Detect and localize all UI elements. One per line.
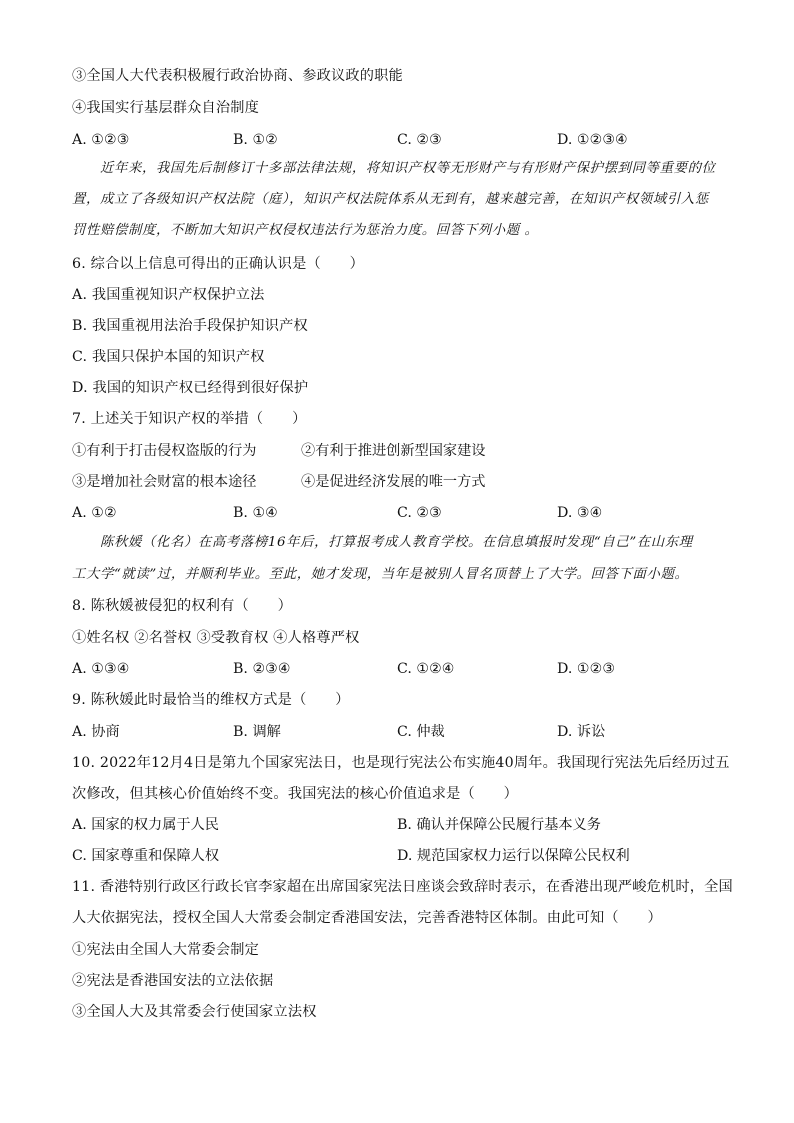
q7-option-a[interactable]: A. ①② <box>72 505 117 521</box>
q8-items: ①姓名权 ②名誉权 ③受教育权 ④人格尊严权 <box>72 630 360 646</box>
q11-item-1: ①宪法由全国人大常委会制定 <box>72 942 260 958</box>
q7-item-4: ④是促进经济发展的唯一方式 <box>301 474 486 490</box>
passage-2-line-2: 工大学“就读”过，并顺利毕业。至此，她才发现，当年是被别人冒名顶替上了大学。回答下面小题。 <box>72 567 689 582</box>
q10-option-b[interactable]: B. 确认并保障公民履行基本义务 <box>397 817 601 833</box>
q8-option-c[interactable]: C. ①②④ <box>397 661 455 677</box>
q8-option-b[interactable]: B. ②③④ <box>233 661 291 677</box>
q11-item-3: ③全国人大及其常委会行使国家立法权 <box>72 1004 317 1020</box>
q7-option-b[interactable]: B. ①④ <box>233 505 278 521</box>
q6-stem: 6. 综合以上信息可得出的正确认识是（ ） <box>72 256 365 272</box>
q5-item-3: ③全国人大代表积极履行政治协商、参政议政的职能 <box>72 68 403 84</box>
q10-option-d[interactable]: D. 规范国家权力运行以保障公民权利 <box>397 848 630 864</box>
q7-option-d[interactable]: D. ③④ <box>557 505 603 521</box>
q5-option-d[interactable]: D. ①②③④ <box>557 132 628 148</box>
q9-option-a[interactable]: A. 协商 <box>72 724 120 740</box>
q8-option-a[interactable]: A. ①③④ <box>72 661 130 677</box>
q7-stem: 7. 上述关于知识产权的举措（ ） <box>72 411 307 427</box>
q7-item-3: ③是增加社会财富的根本途径 <box>72 474 257 490</box>
passage-1-line-3: 罚性赔偿制度，不断加大知识产权侵权违法行为惩治力度。回答下列小题 。 <box>72 223 539 238</box>
q11-stem-line-2: 人大依据宪法，授权全国人大常委会制定香港国安法，完善香港特区体制。由此可知（ ） <box>72 910 662 926</box>
q11-stem-line-1: 11. 香港特别行政区行政长官李家超在出席国家宪法日座谈会致辞时表示，在香港出现严峻危机时，全国 <box>72 879 733 895</box>
q9-stem: 9. 陈秋媛此时最恰当的维权方式是（ ） <box>72 692 350 708</box>
q6-option-c[interactable]: C. 我国只保护本国的知识产权 <box>72 349 265 365</box>
q5-item-4: ④我国实行基层群众自治制度 <box>72 100 260 116</box>
q11-item-2: ②宪法是香港国安法的立法依据 <box>72 973 274 989</box>
passage-2-line-1: 陈秋媛（化名）在高考落榜16年后，打算报考成人教育学校。在信息填报时发现“自己”在山东理 <box>100 535 693 550</box>
q5-option-b[interactable]: B. ①② <box>233 132 278 148</box>
q8-option-d[interactable]: D. ①②③ <box>557 661 616 677</box>
q10-option-a[interactable]: A. 国家的权力属于人民 <box>72 817 219 833</box>
q5-option-c[interactable]: C. ②③ <box>397 132 442 148</box>
q9-option-b[interactable]: B. 调解 <box>233 724 281 740</box>
q10-option-c[interactable]: C. 国家尊重和保障人权 <box>72 848 220 864</box>
q9-option-c[interactable]: C. 仲裁 <box>397 724 445 740</box>
q6-option-b[interactable]: B. 我国重视用法治手段保护知识产权 <box>72 318 308 334</box>
q10-stem-line-2: 次修改，但其核心价值始终不变。我国宪法的核心价值追求是（ ） <box>72 786 519 802</box>
q6-option-a[interactable]: A. 我国重视知识产权保护立法 <box>72 287 265 303</box>
passage-1-line-2: 置，成立了各级知识产权法院（庭），知识产权法院体系从无到有，越来越完善，在知识产权领域引入惩 <box>72 192 709 207</box>
q6-option-d[interactable]: D. 我国的知识产权已经得到很好保护 <box>72 380 309 396</box>
q7-item-1: ①有利于打击侵权盗版的行为 <box>72 443 257 459</box>
passage-1-line-1: 近年来，我国先后制修订十多部法律法规，将知识产权等无形财产与有形财产保护摆到同等重要的位 <box>100 161 716 176</box>
q8-stem: 8. 陈秋媛被侵犯的权利有（ ） <box>72 598 293 614</box>
q9-option-d[interactable]: D. 诉讼 <box>557 724 606 740</box>
q7-option-c[interactable]: C. ②③ <box>397 505 442 521</box>
q7-item-2: ②有利于推进创新型国家建设 <box>301 443 486 459</box>
q10-stem-line-1: 10. 2022年12月4日是第九个国家宪法日，也是现行宪法公布实施40周年。我国现行宪法先后经历过五 <box>72 755 730 771</box>
q5-option-a[interactable]: A. ①②③ <box>72 132 130 148</box>
